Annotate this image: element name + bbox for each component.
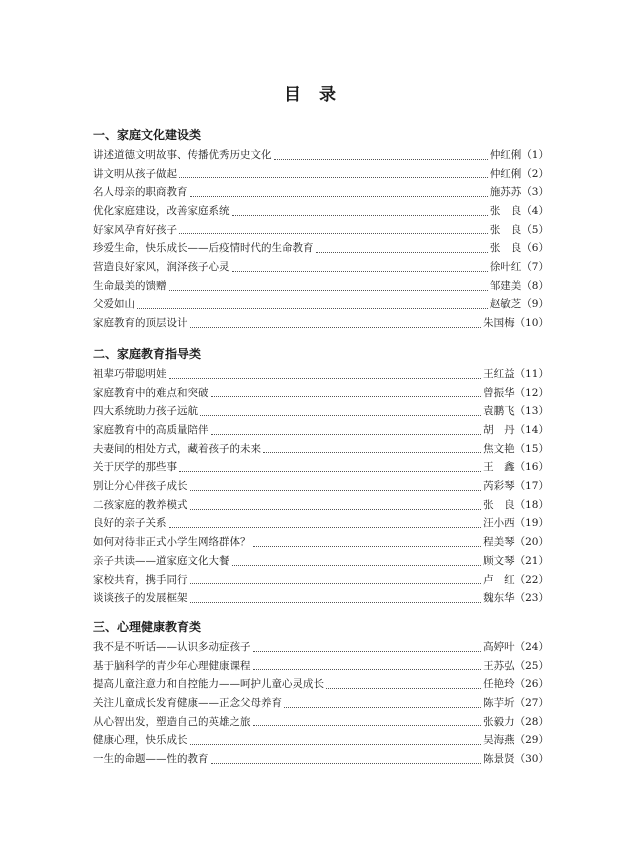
entry-author: 芮彩琴 [483,480,515,493]
toc-entry[interactable] [93,731,549,750]
entry-title: 四大系统助力孩子远航 [93,405,198,418]
entry-author: 顾文琴 [483,554,515,567]
toc-section-mental-health [93,617,549,769]
toc-entry[interactable] [93,589,549,608]
entry-page: （26） [514,678,549,691]
entry-author: 施苏苏 [489,186,522,199]
entry-author: 任艳玲 [483,678,515,691]
dot-leader [190,583,482,584]
dot-leader [211,434,482,435]
entry-author: 王红益 [483,367,515,380]
entry-title: 关于厌学的那些事 [93,461,177,474]
entry-page: （24） [514,640,549,653]
entry-author: 吴海燕 [483,734,515,747]
dot-leader [137,308,488,309]
entry-author: 赵敏芝 [489,298,522,311]
toc-entry[interactable] [93,675,549,694]
entry-author: 曾振华 [483,386,515,399]
entry-title: 好家风孕育好孩子 [93,223,177,236]
dot-leader [179,233,488,234]
entry-title: 营造良好家风，润泽孩子心灵 [93,261,230,274]
entry-title: 讲文明从孩子做起 [93,167,177,180]
toc-entry[interactable] [93,515,549,534]
toc-entry[interactable] [93,221,549,240]
dot-leader [232,271,488,272]
entry-author: 焦文艳 [483,442,515,455]
entry-author: 张毅力 [483,715,515,728]
dot-leader [211,763,482,764]
title-char-1: 目 [284,85,301,105]
entry-title: 家庭教育的顶层设计 [93,317,188,330]
entry-page: （9） [521,298,549,311]
entry-page: （1） [521,148,549,161]
entry-page: （16） [514,461,549,474]
toc-entry[interactable] [93,146,549,165]
toc-entry[interactable] [93,296,549,315]
toc-entry[interactable] [93,421,549,440]
entry-author: 张 良 [489,242,522,255]
dot-leader [179,471,481,472]
entry-page: （4） [521,205,549,218]
entry-title: 夫妻间的相处方式，藏着孩子的未来 [93,442,261,455]
entry-page: （12） [514,386,549,399]
entry-title: 基于脑科学的青少年心理健康课程 [93,659,251,672]
toc-entry[interactable] [93,384,549,403]
entry-title: 优化家庭建设，改善家庭系统 [93,205,230,218]
toc-entry[interactable] [93,440,549,459]
entry-title: 二孩家庭的教养模式 [93,498,188,511]
dot-leader [274,159,488,160]
entry-page: （15） [514,442,549,455]
toc-entry[interactable] [93,694,549,713]
toc-entry[interactable] [93,458,549,477]
section-heading: 二、家庭教育指导类 [93,347,202,361]
section-heading: 三、心理健康教育类 [93,620,202,634]
toc-entry[interactable] [93,165,549,184]
dot-leader [211,396,482,397]
entry-author: 袁鹏飞 [483,405,515,418]
entry-author: 张 良 [483,498,515,511]
entry-author: 胡 丹 [483,424,515,437]
entry-title: 谈谈孩子的发展框架 [93,592,188,605]
toc-entry[interactable] [93,638,549,657]
entry-title: 父爱如山 [93,298,135,311]
entry-author: 仲红俐 [489,148,522,161]
dot-leader [316,252,488,253]
entry-title: 关注儿童成长发育健康——正念父母养育 [93,697,282,710]
entry-title: 提高儿童注意力和自控能力——呵护儿童心灵成长 [93,678,324,691]
entry-title: 家校共育，携手同行 [93,573,188,586]
entry-title: 讲述道德文明故事、传播优秀历史文化 [93,148,272,161]
entry-title: 从心智出发，塑造自己的英雄之旅 [93,715,251,728]
entry-page: （14） [514,424,549,437]
entry-author: 汪小西 [483,517,515,530]
entry-author: 徐叶红 [489,261,522,274]
entry-page: （29） [514,734,549,747]
entry-title: 别让分心伴孩子成长 [93,480,188,493]
title-char-2: 录 [319,85,336,105]
entry-author: 张 良 [489,223,522,236]
toc-entry[interactable] [93,365,549,384]
entry-page: （25） [514,659,549,672]
toc-entry[interactable] [93,277,549,296]
dot-leader [200,415,481,416]
toc-entry[interactable] [93,657,549,676]
toc-section-family-culture [93,125,549,333]
entry-page: （7） [521,261,549,274]
entry-page: （27） [514,697,549,710]
entry-title: 名人母亲的职商教育 [93,186,188,199]
entry-author: 张 良 [489,205,522,218]
entry-page: （11） [514,367,549,380]
dot-leader [253,651,482,652]
dot-leader [190,744,482,745]
entry-page: （21） [514,554,549,567]
toc-section-family-guidance [93,344,549,608]
entry-title: 良好的亲子关系 [93,517,167,530]
entry-page: （19） [514,517,549,530]
entry-title: 一生的命题——性的教育 [93,753,209,766]
dot-leader [169,290,488,291]
toc-entry[interactable] [93,258,549,277]
dot-leader [253,669,482,670]
dot-leader [253,725,482,726]
dot-leader [190,602,482,603]
toc-entry[interactable] [93,750,549,769]
entry-title: 祖辈巧带聪明娃 [93,367,167,380]
entry-page: （30） [514,753,549,766]
dot-leader [179,177,488,178]
toc-entry[interactable] [93,402,549,421]
toc-entry[interactable] [93,552,549,571]
dot-leader [284,707,481,708]
entry-title: 健康心理，快乐成长 [93,734,188,747]
entry-author: 朱国梅 [483,317,515,330]
entry-page: （23） [514,592,549,605]
dot-leader [190,327,482,328]
entry-author: 魏东华 [483,592,515,605]
dot-leader [190,509,482,510]
entry-title: 生命最美的馈赠 [93,279,167,292]
dot-leader [190,490,482,491]
entry-title: 我不是不听话——认识多动症孩子 [93,640,251,653]
entry-author: 陈景贤 [483,753,515,766]
entry-page: （2） [521,167,549,180]
dot-leader [232,565,482,566]
entry-title: 家庭教育中的难点和突破 [93,386,209,399]
entry-page: （3） [521,186,549,199]
toc-entry[interactable] [93,571,549,590]
entry-author: 邹建美 [489,279,522,292]
entry-page: （28） [514,715,549,728]
entry-title: 家庭教育中的高质量陪伴 [93,424,209,437]
dot-leader [326,688,481,689]
toc-entry[interactable] [93,477,549,496]
dot-leader [232,215,488,216]
entry-author: 卢 红 [483,573,515,586]
entry-page: （20） [514,536,549,549]
entry-author: 高婷叶 [483,640,515,653]
entry-page: （10） [514,317,549,330]
entry-page: （13） [514,405,549,418]
dot-leader [263,452,481,453]
entry-page: （8） [521,279,549,292]
section-heading: 一、家庭文化建设类 [93,128,202,142]
toc-entry[interactable] [93,314,549,333]
entry-title: 珍爱生命，快乐成长——后疫情时代的生命教育 [93,242,314,255]
entry-author: 程美琴 [483,536,515,549]
entry-page: （22） [514,573,549,586]
entry-author: 王苏弘 [483,659,515,672]
toc-entry[interactable] [93,496,549,515]
toc-entry[interactable] [93,533,549,552]
dot-leader [169,527,482,528]
entry-author: 王 鑫 [483,461,515,474]
entry-page: （18） [514,498,549,511]
toc-entry[interactable] [93,713,549,732]
toc-entry[interactable] [93,239,549,258]
entry-page: （6） [521,242,549,255]
page-title [0,80,620,105]
entry-page: （17） [514,480,549,493]
dot-leader [190,196,488,197]
toc-entry[interactable] [93,183,549,202]
entry-author: 仲红俐 [489,167,522,180]
dot-leader [169,378,482,379]
dot-leader [253,546,482,547]
toc-entry[interactable] [93,202,549,221]
entry-title: 如何对待非正式小学生网络群体？ [93,536,251,549]
entry-page: （5） [521,223,549,236]
entry-title: 亲子共读——道家庭文化大餐 [93,554,230,567]
entry-author: 陈芋圻 [483,697,515,710]
